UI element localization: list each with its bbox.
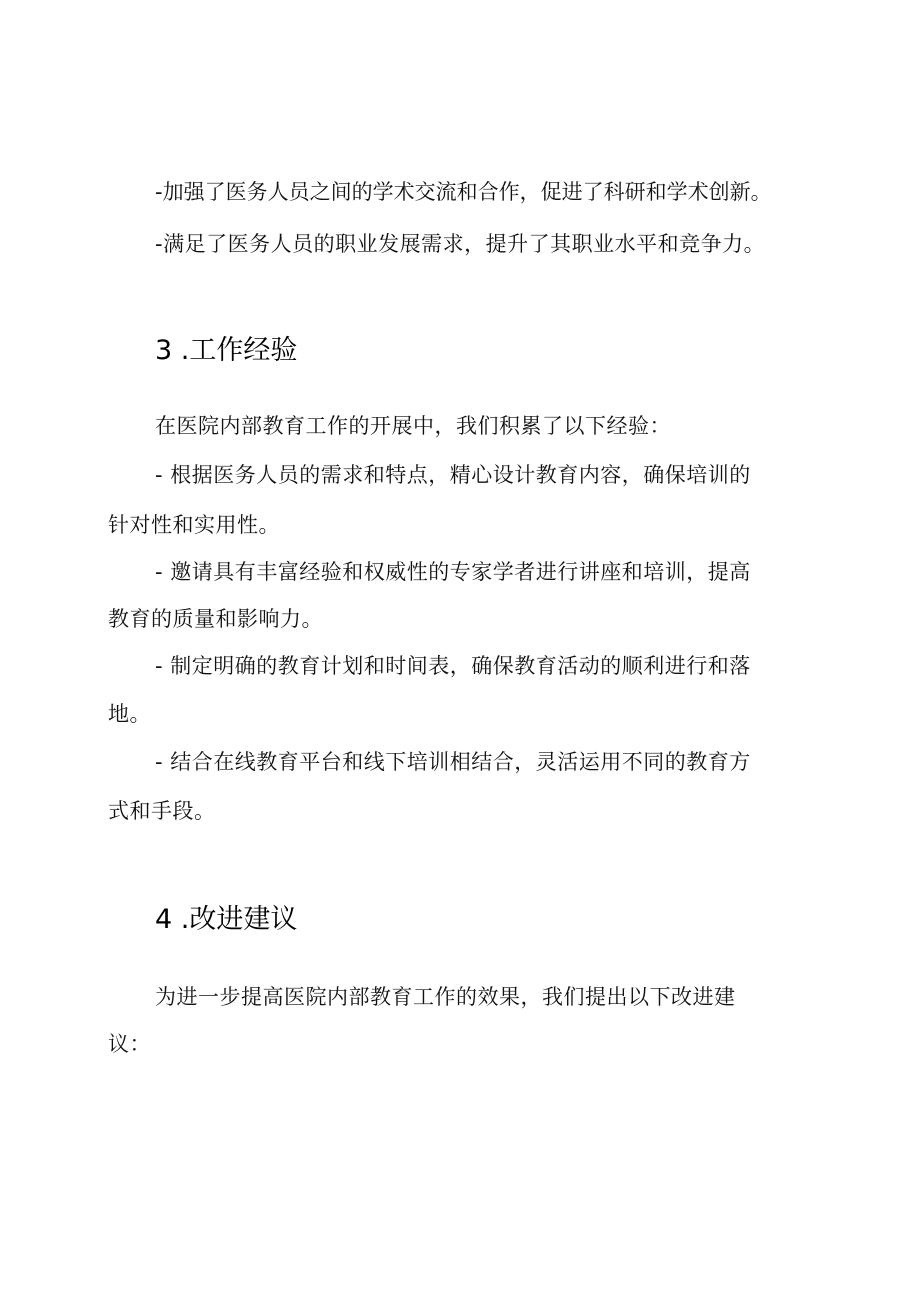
experience-item-4-line2: 式和手段。 [108, 799, 216, 823]
experience-item-2-line2: 教育的质量和影响力。 [108, 607, 323, 631]
experience-item-1-line1: - 根据医务人员的需求和特点，精心设计教育内容，确保培训的 [155, 463, 751, 487]
bullet-career-development: -满足了医务人员的职业发展需求，提升了其职业水平和竞争力。 [155, 232, 766, 256]
section-4-intro-line1: 为进一步提高医院内部教育工作的效果，我们提出以下改进建 [155, 985, 736, 1009]
section-4-heading: 4 .改进建议 [155, 904, 298, 935]
section-3-heading: 3 .工作经验 [155, 335, 298, 366]
experience-item-3-line1: - 制定明确的教育计划和时间表，确保教育活动的顺利进行和落 [155, 654, 751, 678]
bullet-academic-exchange: -加强了医务人员之间的学术交流和合作，促进了科研和学术创新。 [155, 180, 772, 204]
experience-item-2-line1: - 邀请具有丰富经验和权威性的专家学者进行讲座和培训，提高 [155, 560, 751, 584]
experience-item-3-line2: 地。 [108, 702, 151, 726]
experience-item-1-line2: 针对性和实用性。 [108, 513, 280, 537]
section-3-intro: 在医院内部教育工作的开展中，我们积累了以下经验： [155, 414, 671, 438]
experience-item-4-line1: - 结合在线教育平台和线下培训相结合，灵活运用不同的教育方 [155, 750, 751, 774]
section-4-intro-line2: 议： [108, 1032, 151, 1056]
